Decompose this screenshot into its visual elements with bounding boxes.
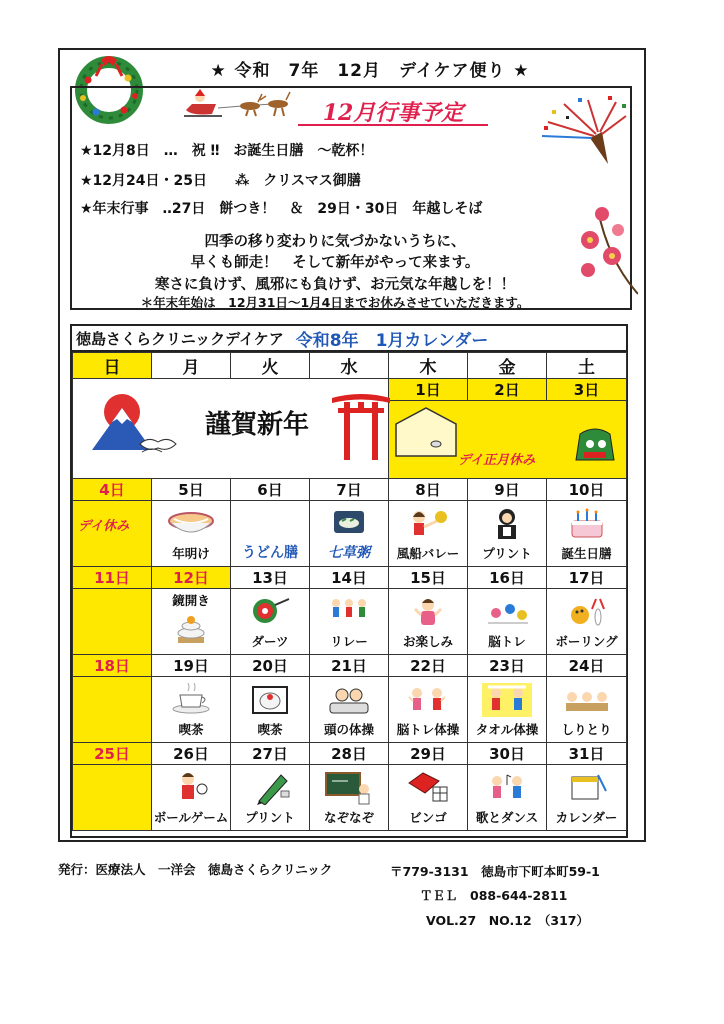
calendar-craft-icon bbox=[562, 771, 612, 805]
date-cell: 22日 bbox=[389, 655, 468, 677]
content-row bbox=[73, 501, 627, 567]
weekday-tue: 火 bbox=[231, 353, 310, 379]
printout-icon bbox=[482, 507, 532, 541]
content-cell bbox=[310, 677, 389, 743]
content-cell bbox=[152, 765, 231, 831]
event-item: ★12月24日・25日 ⁂ クリスマス御膳 bbox=[80, 173, 361, 189]
newsletter-title bbox=[160, 56, 580, 84]
date-cell: 20日 bbox=[231, 655, 310, 677]
date-cell: 16日 bbox=[468, 567, 547, 589]
content-cell bbox=[310, 589, 389, 655]
content-row bbox=[73, 589, 627, 655]
content-cell bbox=[389, 677, 468, 743]
date-cell: 7日 bbox=[310, 479, 389, 501]
new-year-greeting: 謹賀新年 bbox=[205, 410, 310, 440]
weekday-row bbox=[73, 353, 627, 379]
date-cell: 18日 bbox=[73, 655, 152, 677]
lion-dance-icon bbox=[570, 424, 620, 464]
message-line: 四季の移り変わりに気づかないうちに、 bbox=[204, 234, 466, 250]
date-row bbox=[73, 567, 627, 589]
content-cell bbox=[547, 501, 627, 567]
event-item: ★12月8日 … 祝 ‼ お誕生日膳 ～乾杯！ bbox=[80, 143, 374, 159]
date-cell: 9日 bbox=[468, 479, 547, 501]
date-cell: 25日 bbox=[73, 743, 152, 765]
clinic-name: 徳島さくらクリニックデイケア bbox=[76, 329, 284, 348]
title-star-left: ★ bbox=[210, 61, 227, 81]
content-cell bbox=[73, 765, 152, 831]
activity-label: 七草粥 bbox=[328, 545, 370, 561]
fun-activity-icon bbox=[403, 595, 453, 629]
activity-label: お楽しみ bbox=[402, 634, 453, 649]
coffee-cup-icon bbox=[166, 683, 216, 717]
content-cell bbox=[310, 765, 389, 831]
activity-label: ボーリング bbox=[555, 634, 618, 649]
activity-label: ボールゲーム bbox=[153, 810, 229, 825]
content-cell bbox=[389, 501, 468, 567]
content-cell bbox=[468, 765, 547, 831]
activity-label: ダーツ bbox=[251, 634, 289, 649]
content-cell bbox=[468, 501, 547, 567]
brain-exercise-icon bbox=[403, 683, 453, 717]
date-cell: 3日 bbox=[547, 379, 627, 401]
weekday-fri: 金 bbox=[468, 353, 547, 379]
content-cell bbox=[468, 589, 547, 655]
volume-number: VOL.27 NO.12 （317） bbox=[426, 913, 589, 928]
date-cell: 6日 bbox=[231, 479, 310, 501]
date-cell: 11日 bbox=[73, 567, 152, 589]
date-cell: 23日 bbox=[468, 655, 547, 677]
date-cell: 4日 bbox=[73, 479, 152, 501]
telephone: ＴＥＬ 088-644-2811 bbox=[420, 888, 568, 903]
activity-label: リレー bbox=[330, 634, 368, 649]
content-cell bbox=[73, 677, 152, 743]
date-cell: 26日 bbox=[152, 743, 231, 765]
day-care-closed-label: デイ休み bbox=[78, 519, 130, 534]
content-row bbox=[73, 765, 627, 831]
date-cell: 10日 bbox=[547, 479, 627, 501]
activity-label: しりとり bbox=[561, 722, 612, 737]
date-cell: 27日 bbox=[231, 743, 310, 765]
mount-fuji-sunrise-icon bbox=[82, 386, 180, 458]
activity-label: 鏡開き bbox=[172, 593, 210, 608]
blackboard-icon bbox=[324, 771, 374, 805]
cake-plate-icon bbox=[245, 683, 295, 717]
date-cell: 15日 bbox=[389, 567, 468, 589]
torii-gate-icon bbox=[330, 388, 392, 460]
content-cell bbox=[389, 589, 468, 655]
party-popper-icon bbox=[538, 96, 630, 166]
address: 〒779-3131 徳島市下町本町59-1 bbox=[390, 864, 600, 879]
content-cell bbox=[231, 589, 310, 655]
date-cell: 31日 bbox=[547, 743, 627, 765]
weekday-sat: 土 bbox=[547, 353, 627, 379]
content-cell bbox=[389, 765, 468, 831]
activity-label: 喫茶 bbox=[257, 722, 283, 737]
word-chain-icon bbox=[562, 683, 612, 717]
publisher-info: 発行：医療法人 一洋会 徳島さくらクリニック bbox=[58, 862, 333, 877]
content-cell bbox=[231, 501, 310, 567]
darts-icon bbox=[245, 595, 295, 629]
date-row bbox=[73, 479, 627, 501]
content-row bbox=[73, 677, 627, 743]
date-cell: 30日 bbox=[468, 743, 547, 765]
activity-label: 喫茶 bbox=[178, 722, 204, 737]
date-cell: 29日 bbox=[389, 743, 468, 765]
activity-label: カレンダー bbox=[555, 810, 618, 825]
content-cell bbox=[231, 765, 310, 831]
content-cell bbox=[468, 677, 547, 743]
date-cell: 8日 bbox=[389, 479, 468, 501]
content-cell bbox=[310, 501, 389, 567]
activity-label: 誕生日膳 bbox=[561, 546, 612, 561]
activity-label: プリント bbox=[482, 546, 532, 561]
date-cell: 1日 bbox=[389, 379, 468, 401]
content-cell bbox=[547, 765, 627, 831]
day-care-new-year-break-label: デイ正月休み bbox=[458, 453, 536, 468]
event-item: ★年末行事 ‥27日 餅つき！ ＆ 29日・30日 年越しそば bbox=[80, 201, 483, 217]
bowling-icon bbox=[562, 595, 612, 629]
date-cell: 17日 bbox=[547, 567, 627, 589]
activity-label: うどん膳 bbox=[242, 545, 298, 561]
message-line: 寒さに負けず、風邪にも負けず、お元気な年越しを！！ bbox=[154, 277, 516, 293]
santa-sleigh-icon bbox=[182, 88, 292, 118]
content-cell bbox=[152, 501, 231, 567]
activity-label: 年明け bbox=[172, 546, 210, 561]
date-cell: 19日 bbox=[152, 655, 231, 677]
content-cell bbox=[152, 677, 231, 743]
activity-label: ビンゴ bbox=[409, 810, 447, 825]
activity-label: タオル体操 bbox=[475, 722, 539, 737]
date-cell: 13日 bbox=[231, 567, 310, 589]
relay-race-icon bbox=[324, 595, 374, 629]
date-row bbox=[73, 743, 627, 765]
activity-label: 風船バレー bbox=[396, 546, 460, 561]
calendar-header bbox=[72, 326, 626, 352]
head-exercise-icon bbox=[324, 683, 374, 717]
activity-label: 頭の体操 bbox=[323, 722, 374, 737]
balloon-volleyball-icon bbox=[403, 507, 453, 541]
weekday-sun: 日 bbox=[73, 353, 152, 379]
activity-label: 脳トレ体操 bbox=[396, 722, 460, 737]
title-text: 令和 7年 12月 デイケア便り bbox=[234, 61, 506, 81]
date-cell bbox=[231, 379, 310, 401]
date-row bbox=[73, 655, 627, 677]
content-cell bbox=[547, 677, 627, 743]
content-cell bbox=[547, 589, 627, 655]
events-heading: 12月行事予定 bbox=[298, 96, 488, 126]
calendar-title: 令和8年 1月カレンダー bbox=[295, 330, 489, 351]
kagami-mochi-icon bbox=[166, 611, 216, 645]
activity-label: なぞなぞ bbox=[323, 810, 374, 825]
date-cell: 28日 bbox=[310, 743, 389, 765]
activity-label: プリント bbox=[245, 810, 295, 825]
content-cell bbox=[231, 677, 310, 743]
date-cell: 5日 bbox=[152, 479, 231, 501]
weekday-wed: 水 bbox=[310, 353, 389, 379]
ball-game-icon bbox=[166, 771, 216, 805]
date-cell: 12日 bbox=[152, 567, 231, 589]
date-cell: 2日 bbox=[468, 379, 547, 401]
noodle-bowl-icon bbox=[166, 507, 216, 541]
rice-porridge-icon bbox=[324, 507, 374, 541]
title-star-right: ★ bbox=[513, 61, 530, 81]
weekday-mon: 月 bbox=[152, 353, 231, 379]
content-cell bbox=[152, 589, 231, 655]
closed-house-icon bbox=[392, 404, 460, 458]
brain-training-icon bbox=[482, 595, 532, 629]
date-cell: 24日 bbox=[547, 655, 627, 677]
date-cell: 14日 bbox=[310, 567, 389, 589]
pencil-icon bbox=[245, 771, 295, 805]
singing-dance-icon bbox=[482, 771, 532, 805]
date-cell: 21日 bbox=[310, 655, 389, 677]
birthday-cake-icon bbox=[562, 507, 612, 541]
activity-label: 脳トレ bbox=[488, 634, 526, 649]
weekday-thu: 木 bbox=[389, 353, 468, 379]
activity-label: 歌とダンス bbox=[475, 810, 539, 825]
towel-exercise-icon bbox=[482, 683, 532, 717]
content-cell bbox=[73, 589, 152, 655]
holiday-notice: ＊年末年始は 12月31日～1月4日までお休みさせていただきます。 bbox=[140, 295, 530, 310]
bingo-icon bbox=[403, 771, 453, 805]
message-line: 早くも師走！ そして新年がやって来ます。 bbox=[190, 255, 480, 271]
